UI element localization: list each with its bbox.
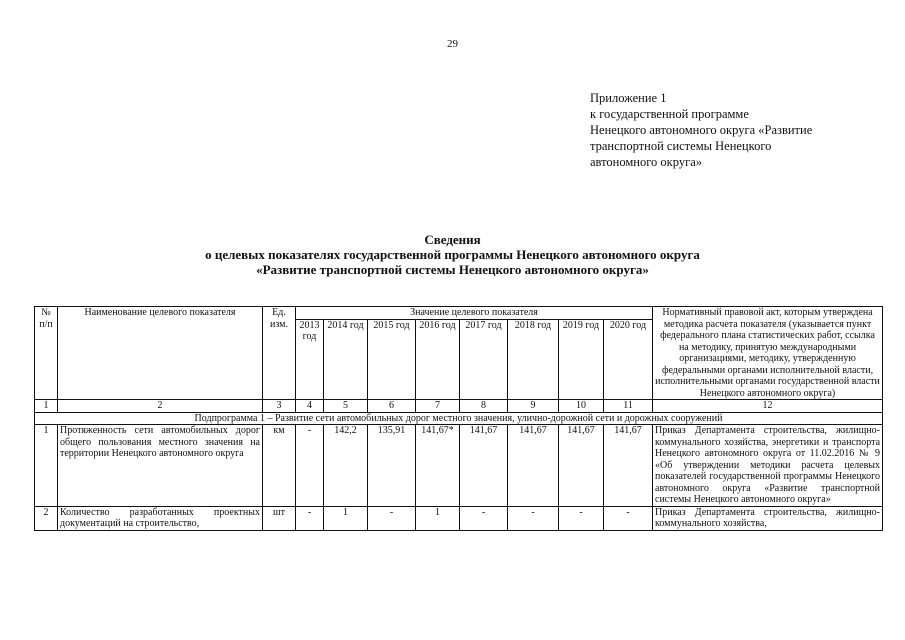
row-value: - [508, 506, 559, 530]
row-value: 135,91 [368, 425, 416, 507]
subprogram-title: Подпрограмма 1 – Развитие сети автомобильных дорог местного значения, улично-дорожной сети и дорожных сооружений [35, 412, 883, 425]
column-numbers-row [35, 400, 883, 413]
column-number: 2 [58, 400, 263, 413]
heading-title: Сведения [424, 232, 481, 247]
column-number: 1 [35, 400, 58, 413]
row-name: Количество разработанных проектных документаций на строительство, [58, 506, 263, 530]
column-number: 11 [604, 400, 653, 413]
row-unit: км [263, 425, 296, 507]
header-name: Наименование целевого показателя [58, 307, 263, 400]
row-name: Протяженность сети автомобильных дорог общего пользования местного значения на территории Ненецкого автономного округа [58, 425, 263, 507]
heading-line: о целевых показателях государственной программы Ненецкого автономного округа [205, 247, 700, 262]
row-value: 141,67* [416, 425, 460, 507]
header-year: 2015 год [368, 319, 416, 400]
row-value: 141,67 [604, 425, 653, 507]
document-heading [0, 232, 905, 277]
column-number: 3 [263, 400, 296, 413]
header-year: 2020 год [604, 319, 653, 400]
header-year: 2017 год [460, 319, 508, 400]
appendix-line: Ненецкого автономного округа «Развитие [590, 123, 813, 137]
column-number: 8 [460, 400, 508, 413]
header-act: Нормативный правовой акт, которым утверждена методика расчета показателя (указывается пункт федерального плана статистических работ, ссылка на методику, принятую международными организациями, методику, утвержденную федеральными органами исполнительной власти, исполнительными органами государственной власти Ненецкого автономного округа) [653, 307, 883, 400]
row-no: 1 [35, 425, 58, 507]
appendix-line: автономного округа» [590, 155, 703, 169]
row-unit: шт [263, 506, 296, 530]
row-value: 1 [416, 506, 460, 530]
heading-line: «Развитие транспортной системы Ненецкого автономного округа» [256, 262, 649, 277]
row-value: 1 [324, 506, 368, 530]
column-number: 5 [324, 400, 368, 413]
row-value: - [604, 506, 653, 530]
row-value: 142,2 [324, 425, 368, 507]
header-year: 2018 год [508, 319, 559, 400]
column-number: 4 [296, 400, 324, 413]
column-number: 12 [653, 400, 883, 413]
header-year: 2014 год [324, 319, 368, 400]
row-value: - [559, 506, 604, 530]
page-number: 29 [447, 38, 458, 50]
subprogram-row [35, 412, 883, 425]
table-row [35, 506, 883, 530]
row-value: - [460, 506, 508, 530]
header-year: 2013 год [296, 319, 324, 400]
row-value: - [296, 506, 324, 530]
row-value: 141,67 [559, 425, 604, 507]
appendix-line: Приложение 1 [590, 91, 667, 105]
header-year: 2019 год [559, 319, 604, 400]
indicators-table [34, 306, 883, 531]
column-number: 7 [416, 400, 460, 413]
column-number: 9 [508, 400, 559, 413]
row-act: Приказ Департамента строительства, жилищно-коммунального хозяйства, [653, 506, 883, 530]
table-row [35, 425, 883, 507]
column-number: 6 [368, 400, 416, 413]
row-value: - [368, 506, 416, 530]
appendix-line: транспортной системы Ненецкого [590, 139, 772, 153]
header-year: 2016 год [416, 319, 460, 400]
row-value: 141,67 [508, 425, 559, 507]
appendix-note [590, 90, 812, 170]
column-number: 10 [559, 400, 604, 413]
row-value: 141,67 [460, 425, 508, 507]
header-unit: Ед. изм. [263, 307, 296, 400]
row-no: 2 [35, 506, 58, 530]
header-values: Значение целевого показателя [296, 307, 653, 320]
row-value: - [296, 425, 324, 507]
row-act: Приказ Департамента строительства, жилищно-коммунального хозяйства, энергетики и транспорта Ненецкого автономного округа от 11.02.2016 № 9 «Об утверждении методики расчета целевых показателей государственной программы Ненецкого автономного округа «Развитие транспортной системы Ненецкого автономного округа» [653, 425, 883, 507]
header-no: № п/п [35, 307, 58, 400]
appendix-line: к государственной программе [590, 107, 749, 121]
